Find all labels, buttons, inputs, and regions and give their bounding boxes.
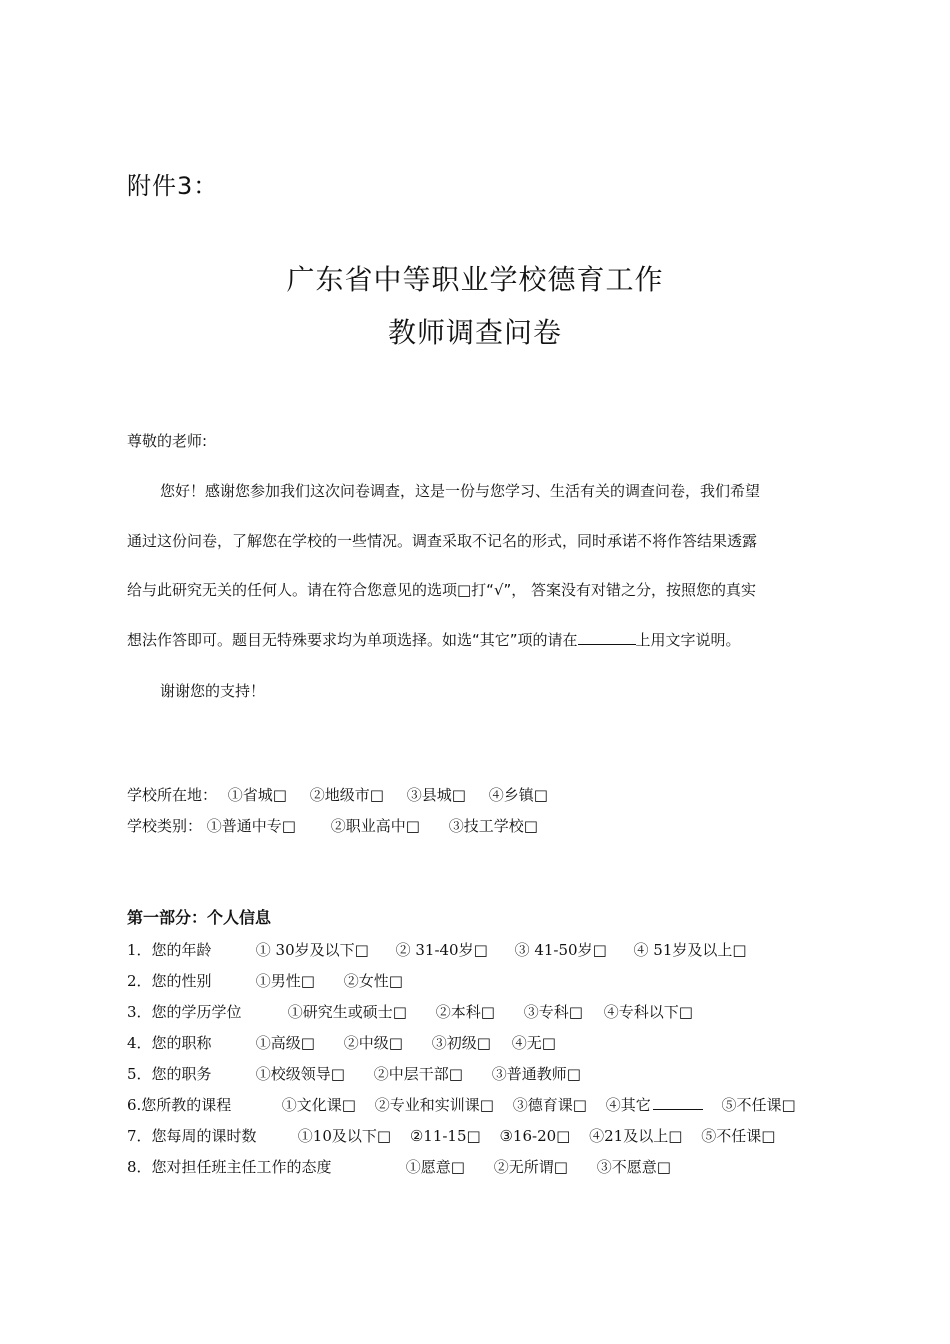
school-location-option[interactable]: ④乡镇□ [488,786,548,804]
answer-option[interactable]: ③16-20□ [499,1127,571,1145]
answer-option[interactable]: ②中级□ [343,1034,403,1052]
intro-line-4-start: 想法作答即可。题目无特殊要求均为单项选择。如选“其它”项的请在 [127,631,578,649]
answer-option[interactable]: ②专业和实训课□ [374,1096,494,1114]
school-type-label: 学校类别： [127,817,203,835]
fill-in-blank [578,630,636,645]
intro-line-1: 您好！感谢您参加我们这次问卷调查，这是一份与您学习、生活有关的调查问卷，我们希望 [160,482,761,500]
question-label: 2．您的性别 [127,972,212,990]
school-type-option[interactable]: ①普通中专□ [206,817,296,835]
page-title-line-2: 教师调查问卷 [387,316,562,349]
school-location-option[interactable]: ①省城□ [227,786,287,804]
answer-option[interactable]: ① 30岁及以下□ [255,941,369,959]
answer-option[interactable]: ①10及以下□ [297,1127,392,1145]
answer-option[interactable]: ②11-15□ [409,1127,481,1145]
answer-option[interactable]: ② 31-40岁□ [395,941,488,959]
question-row [127,970,403,991]
question-row [127,1063,581,1084]
answer-option[interactable]: ③专科□ [523,1003,583,1021]
answer-option[interactable]: ②女性□ [343,972,403,990]
answer-option[interactable]: ④ 51岁及以上□ [633,941,747,959]
school-location-label: 学校所在地： [127,786,218,804]
section-title: 第一部分：个人信息 [127,908,272,927]
school-type-option[interactable]: ③技工学校□ [448,817,538,835]
other-fill-in-blank[interactable] [653,1095,703,1110]
answer-option[interactable]: ③初级□ [431,1034,491,1052]
intro-line-3: 给与此研究无关的任何人。请在符合您意见的选项□打“√”， 答案没有对错之分，按照您的真实 [127,581,757,599]
answer-option[interactable]: ②无所谓□ [493,1158,568,1176]
question-label: 4．您的职称 [127,1034,212,1052]
answer-option[interactable]: ③普通教师□ [491,1065,581,1083]
question-row [127,1032,556,1053]
answer-option[interactable]: ①校级领导□ [255,1065,345,1083]
answer-option[interactable]: ②中层干部□ [373,1065,463,1083]
answer-option[interactable]: ③德育课□ [512,1096,587,1114]
question-label: 1．您的年龄 [127,941,212,959]
question-row [127,939,747,960]
greeting: 尊敬的老师: [127,432,208,450]
answer-option[interactable]: ①文化课□ [281,1096,356,1114]
question-row [127,1156,671,1177]
question-row [127,1125,775,1146]
answer-option[interactable]: ⑤不任课□ [721,1096,796,1114]
question-label: 3．您的学历学位 [127,1003,242,1021]
answer-option[interactable]: ⑤不任课□ [701,1127,776,1145]
attachment-label: 附件3： [127,172,219,200]
intro-line-4-end: 上用文字说明。 [635,631,741,649]
answer-option[interactable]: ④21及以上□ [589,1127,683,1145]
question-label: 7．您每周的课时数 [127,1127,257,1145]
answer-option[interactable]: ③ 41-50岁□ [514,941,607,959]
school-type-option[interactable]: ②职业高中□ [330,817,420,835]
question-label: 6.您所教的课程 [127,1096,232,1114]
answer-option[interactable]: ①愿意□ [405,1158,465,1176]
school-location-row [127,784,548,805]
question-row [127,1094,796,1115]
school-location-option[interactable]: ③县城□ [406,786,466,804]
answer-option[interactable]: ②本科□ [435,1003,495,1021]
answer-option[interactable]: ④专科以下□ [603,1003,693,1021]
question-label: 8．您对担任班主任工作的态度 [127,1158,332,1176]
question-row [127,1001,693,1022]
answer-option[interactable]: ③不愿意□ [596,1158,671,1176]
intro-line-4 [127,629,837,650]
answer-option[interactable]: ①高级□ [255,1034,315,1052]
intro-line-2: 通过这份问卷，了解您在学校的一些情况。调查采取不记名的形式，同时承诺不将作答结果透露 [127,532,758,550]
intro-thanks: 谢谢您的支持！ [160,682,266,700]
answer-option[interactable]: ①研究生或硕士□ [287,1003,407,1021]
answer-option[interactable]: ④无□ [511,1034,556,1052]
answer-option[interactable]: ①男性□ [255,972,315,990]
school-location-option[interactable]: ②地级市□ [309,786,384,804]
question-label: 5．您的职务 [127,1065,212,1083]
answer-option[interactable]: ④其它 [605,1096,651,1114]
page-title-line-1: 广东省中等职业学校德育工作 [286,263,664,296]
school-type-row [127,815,538,836]
